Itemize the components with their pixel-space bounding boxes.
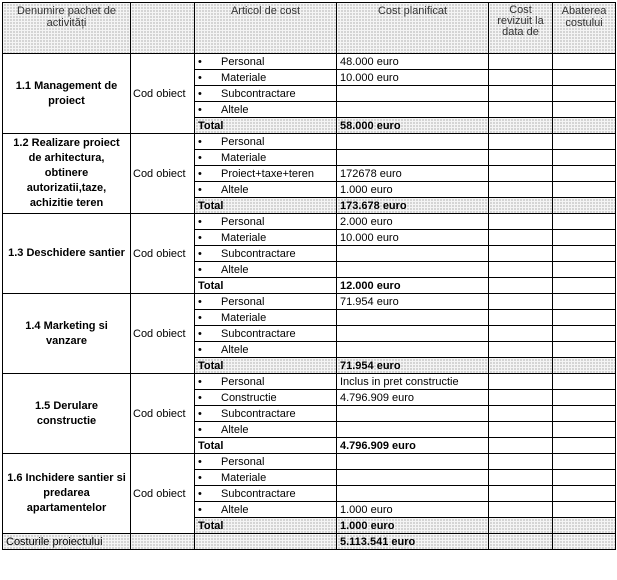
revised-cost <box>489 230 553 246</box>
revised-total <box>489 358 553 374</box>
cost-item <box>195 166 337 182</box>
header-row <box>3 3 616 54</box>
planned-cost <box>337 134 489 150</box>
table-row <box>3 374 616 390</box>
cost-deviation <box>553 182 616 198</box>
header-cod-empty <box>131 3 195 54</box>
cost-item-label: Altele <box>221 263 249 276</box>
planned-cost <box>337 310 489 326</box>
revised-cost <box>489 166 553 182</box>
deviation-total <box>553 118 616 134</box>
planned-cost: 48.000 euro <box>337 54 489 70</box>
planned-cost <box>337 454 489 470</box>
bullet-icon: • <box>198 135 202 148</box>
revised-cost <box>489 470 553 486</box>
cost-deviation <box>553 166 616 182</box>
planned-cost <box>337 262 489 278</box>
cost-item <box>195 150 337 166</box>
project-total-label: Costurile proiectului <box>3 534 131 550</box>
cost-item <box>195 454 337 470</box>
cost-item <box>195 422 337 438</box>
cost-deviation <box>553 422 616 438</box>
revised-cost <box>489 406 553 422</box>
cost-deviation <box>553 70 616 86</box>
cost-deviation <box>553 454 616 470</box>
bullet-icon: • <box>198 327 202 340</box>
cost-deviation <box>553 86 616 102</box>
revised-total <box>489 118 553 134</box>
bullet-icon: • <box>198 375 202 388</box>
cost-item <box>195 406 337 422</box>
project-total-revised <box>489 534 553 550</box>
cost-deviation <box>553 294 616 310</box>
cost-deviation <box>553 134 616 150</box>
revised-cost <box>489 342 553 358</box>
revised-total <box>489 438 553 454</box>
cost-item-label: Altele <box>221 343 249 356</box>
total-label: Total <box>195 278 337 294</box>
revised-total <box>489 198 553 214</box>
cost-item <box>195 390 337 406</box>
planned-cost: 1.000 euro <box>337 502 489 518</box>
bullet-icon: • <box>198 215 202 228</box>
deviation-total <box>553 518 616 534</box>
cost-item-label: Subcontractare <box>221 327 296 340</box>
bullet-icon: • <box>198 231 202 244</box>
cost-item-label: Personal <box>221 455 265 468</box>
header-pachet: Denumire pachet de activități <box>3 3 131 54</box>
bullet-icon: • <box>198 487 202 500</box>
cost-item <box>195 182 337 198</box>
bullet-icon: • <box>198 247 202 260</box>
bullet-icon: • <box>198 103 202 116</box>
cost-item-label: Altele <box>221 103 249 116</box>
cost-item-label: Altele <box>221 183 249 196</box>
cost-item <box>195 214 337 230</box>
header-abaterea: Abaterea costului <box>553 3 616 54</box>
total-value: 58.000 euro <box>337 118 489 134</box>
package-name: 1.4 Marketing si vanzare <box>3 294 131 374</box>
cost-deviation <box>553 486 616 502</box>
revised-cost <box>489 54 553 70</box>
cost-item-label: Personal <box>221 295 265 308</box>
cost-deviation <box>553 470 616 486</box>
table-row <box>3 454 616 470</box>
revised-cost <box>489 326 553 342</box>
table-row <box>3 214 616 230</box>
planned-cost <box>337 422 489 438</box>
planned-cost <box>337 86 489 102</box>
cost-deviation <box>553 342 616 358</box>
bullet-icon: • <box>198 263 202 276</box>
cost-deviation <box>553 310 616 326</box>
cod-obiect: Cod obiect <box>131 294 195 374</box>
table-row <box>3 134 616 150</box>
table-row <box>3 294 616 310</box>
cost-item <box>195 86 337 102</box>
revised-cost <box>489 502 553 518</box>
cost-item <box>195 374 337 390</box>
cost-item-label: Subcontractare <box>221 87 296 100</box>
cost-item-label: Personal <box>221 135 265 148</box>
bullet-icon: • <box>198 503 202 516</box>
project-total-deviation <box>553 534 616 550</box>
cost-deviation <box>553 406 616 422</box>
project-total-value: 5.113.541 euro <box>337 534 489 550</box>
cost-deviation <box>553 150 616 166</box>
project-total-articol-empty <box>195 534 337 550</box>
cost-item-label: Personal <box>221 375 265 388</box>
revised-total <box>489 278 553 294</box>
header-articol: Articol de cost <box>195 3 337 54</box>
revised-cost <box>489 134 553 150</box>
cost-deviation <box>553 502 616 518</box>
cost-item-label: Personal <box>221 215 265 228</box>
bullet-icon: • <box>198 87 202 100</box>
planned-cost <box>337 150 489 166</box>
cost-item <box>195 326 337 342</box>
planned-cost: 10.000 euro <box>337 230 489 246</box>
bullet-icon: • <box>198 471 202 484</box>
cost-item <box>195 262 337 278</box>
planned-cost: 2.000 euro <box>337 214 489 230</box>
revised-cost <box>489 454 553 470</box>
cost-item <box>195 54 337 70</box>
bullet-icon: • <box>198 183 202 196</box>
planned-cost: 71.954 euro <box>337 294 489 310</box>
cost-item <box>195 134 337 150</box>
planned-cost: 172678 euro <box>337 166 489 182</box>
cod-obiect: Cod obiect <box>131 214 195 294</box>
total-label: Total <box>195 518 337 534</box>
planned-cost <box>337 326 489 342</box>
cost-deviation <box>553 54 616 70</box>
table-row <box>3 54 616 70</box>
cost-item-label: Materiale <box>221 71 267 84</box>
revised-cost <box>489 214 553 230</box>
total-label: Total <box>195 198 337 214</box>
cost-item <box>195 294 337 310</box>
revised-total <box>489 518 553 534</box>
cost-item-label: Altele <box>221 423 249 436</box>
deviation-total <box>553 438 616 454</box>
total-label: Total <box>195 358 337 374</box>
project-total-cod-empty <box>131 534 195 550</box>
planned-cost <box>337 102 489 118</box>
cost-item-label: Materiale <box>221 311 267 324</box>
cost-item <box>195 502 337 518</box>
planned-cost: 4.796.909 euro <box>337 390 489 406</box>
planned-cost: 10.000 euro <box>337 70 489 86</box>
package-name: 1.5 Derulare constructie <box>3 374 131 454</box>
planned-cost <box>337 342 489 358</box>
total-label: Total <box>195 438 337 454</box>
cost-deviation <box>553 374 616 390</box>
bullet-icon: • <box>198 71 202 84</box>
project-total-row <box>3 534 616 550</box>
bullet-icon: • <box>198 151 202 164</box>
revised-cost <box>489 246 553 262</box>
cost-item <box>195 310 337 326</box>
header-cost-revizuit: Cost revizuit la data de <box>489 3 553 54</box>
package-name: 1.2 Realizare proiect de arhitectura, obtinere autorizatii,taze, achizitie teren <box>3 134 131 214</box>
cost-item-label: Materiale <box>221 151 267 164</box>
cost-item-label: Personal <box>221 55 265 68</box>
cost-item-label: Subcontractare <box>221 407 296 420</box>
bullet-icon: • <box>198 455 202 468</box>
cod-obiect: Cod obiect <box>131 54 195 134</box>
cost-item <box>195 246 337 262</box>
bullet-icon: • <box>198 55 202 68</box>
cod-obiect: Cod obiect <box>131 134 195 214</box>
planned-cost <box>337 406 489 422</box>
total-value: 71.954 euro <box>337 358 489 374</box>
package-name: 1.3 Deschidere santier <box>3 214 131 294</box>
cost-deviation <box>553 230 616 246</box>
revised-cost <box>489 422 553 438</box>
total-label: Total <box>195 118 337 134</box>
revised-cost <box>489 390 553 406</box>
planned-cost <box>337 246 489 262</box>
bullet-icon: • <box>198 391 202 404</box>
total-value: 173.678 euro <box>337 198 489 214</box>
package-name: 1.6 Inchidere santier si predarea apartamentelor <box>3 454 131 534</box>
revised-cost <box>489 102 553 118</box>
deviation-total <box>553 198 616 214</box>
revised-cost <box>489 374 553 390</box>
planned-cost: Inclus in pret constructie <box>337 374 489 390</box>
bullet-icon: • <box>198 407 202 420</box>
cod-obiect: Cod obiect <box>131 454 195 534</box>
cost-item-label: Materiale <box>221 471 267 484</box>
revised-cost <box>489 150 553 166</box>
total-value: 12.000 euro <box>337 278 489 294</box>
total-value: 4.796.909 euro <box>337 438 489 454</box>
cost-item-label: Materiale <box>221 231 267 244</box>
package-name: 1.1 Management de proiect <box>3 54 131 134</box>
revised-cost <box>489 310 553 326</box>
planned-cost: 1.000 euro <box>337 182 489 198</box>
cost-deviation <box>553 102 616 118</box>
revised-cost <box>489 294 553 310</box>
cost-item <box>195 102 337 118</box>
revised-cost <box>489 486 553 502</box>
planned-cost <box>337 486 489 502</box>
cost-item <box>195 342 337 358</box>
cost-deviation <box>553 262 616 278</box>
header-cost-planificat: Cost planificat <box>337 3 489 54</box>
revised-cost <box>489 182 553 198</box>
revised-cost <box>489 262 553 278</box>
revised-cost <box>489 86 553 102</box>
cost-item-label: Subcontractare <box>221 247 296 260</box>
cost-deviation <box>553 326 616 342</box>
cost-deviation <box>553 390 616 406</box>
deviation-total <box>553 358 616 374</box>
cost-item-label: Constructie <box>221 391 277 404</box>
total-value: 1.000 euro <box>337 518 489 534</box>
cost-item-label: Subcontractare <box>221 487 296 500</box>
cost-table <box>2 2 616 550</box>
deviation-total <box>553 278 616 294</box>
cost-deviation <box>553 214 616 230</box>
bullet-icon: • <box>198 167 202 180</box>
bullet-icon: • <box>198 311 202 324</box>
planned-cost <box>337 470 489 486</box>
cost-item-label: Proiect+taxe+teren <box>221 167 314 180</box>
cost-item <box>195 470 337 486</box>
bullet-icon: • <box>198 295 202 308</box>
cost-deviation <box>553 246 616 262</box>
cost-item-label: Altele <box>221 503 249 516</box>
cost-item <box>195 230 337 246</box>
cost-item <box>195 70 337 86</box>
cod-obiect: Cod obiect <box>131 374 195 454</box>
revised-cost <box>489 70 553 86</box>
cost-item <box>195 486 337 502</box>
bullet-icon: • <box>198 343 202 356</box>
bullet-icon: • <box>198 423 202 436</box>
